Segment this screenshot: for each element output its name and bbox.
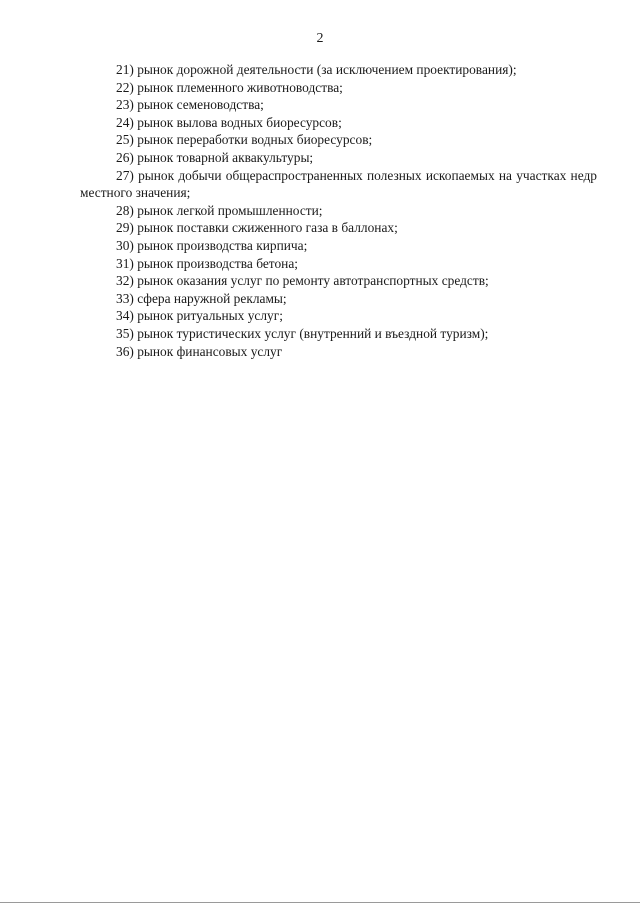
- page-number: 2: [316, 31, 324, 46]
- list-item: 25) рынок переработки водных биоресурсов;: [116, 132, 373, 148]
- list-item: 21) рынок дорожной деятельности (за исключением проектирования);: [116, 62, 517, 77]
- list-item: 23) рынок семеноводства;: [116, 97, 264, 113]
- list-item: 24) рынок вылова водных биоресурсов;: [116, 114, 342, 130]
- list-item: 32) рынок оказания услуг по ремонту автотранспортных средств;: [116, 273, 489, 289]
- list-item: 35) рынок туристических услуг (внутренний и въездной туризм);: [116, 325, 489, 341]
- market-list: [80, 61, 597, 360]
- list-item: 36) рынок финансовых услуг: [116, 343, 283, 359]
- list-item: 29) рынок поставки сжиженного газа в баллонах;: [116, 220, 398, 236]
- list-item: 22) рынок племенного животноводства;: [116, 79, 343, 95]
- list-item: 34) рынок ритуальных услуг;: [116, 308, 283, 324]
- list-item: 26) рынок товарной аквакультуры;: [116, 149, 314, 165]
- list-item: 31) рынок производства бетона;: [116, 255, 298, 271]
- bottom-rule: [0, 902, 640, 903]
- list-item: 30) рынок производства кирпича;: [116, 237, 308, 253]
- list-item: 27) рынок добычи общераспространенных полезных ископаемых на участках недр местного значения;: [80, 167, 597, 201]
- list-item: 33) сфера наружной рекламы;: [116, 290, 287, 306]
- list-item: 28) рынок легкой промышленности;: [116, 202, 323, 218]
